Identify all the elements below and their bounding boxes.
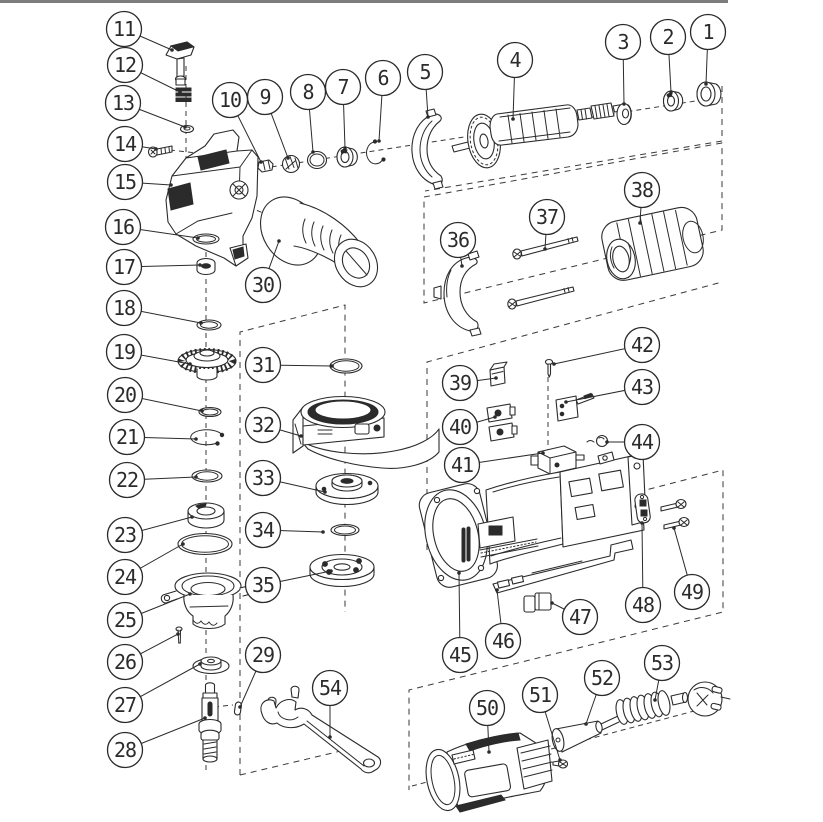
- leader-dot-49: [672, 526, 676, 530]
- callout-number-45: 45: [448, 643, 472, 667]
- part-outer-flange-35: [310, 555, 374, 587]
- callout-number-15: 15: [113, 170, 137, 194]
- part-lock-spring: [176, 88, 191, 102]
- leader-dot-47: [550, 601, 554, 605]
- callout-number-42: 42: [630, 333, 654, 357]
- callout-number-39: 39: [448, 371, 472, 395]
- callout-number-20: 20: [113, 383, 137, 407]
- part-wheel-guard-32: [293, 397, 439, 469]
- callout-7: [326, 70, 361, 105]
- callout-15: [108, 165, 143, 200]
- leader-dot-53: [653, 698, 657, 702]
- callout-47: [563, 600, 598, 635]
- callout-25: [108, 603, 143, 638]
- callout-42: [625, 328, 660, 363]
- leader-dot-15: [169, 183, 173, 187]
- callout-6: [366, 61, 401, 96]
- callout-20: [108, 378, 143, 413]
- part-spindle-28: [199, 683, 221, 762]
- callout-number-38: 38: [630, 178, 654, 202]
- callout-48: [626, 588, 661, 623]
- callout-24: [108, 560, 143, 595]
- callout-number-19: 19: [112, 340, 136, 364]
- callout-number-30: 30: [251, 273, 275, 297]
- leader-dot-32: [299, 434, 303, 438]
- callout-19: [107, 335, 142, 370]
- callout-number-46: 46: [491, 629, 515, 653]
- callout-number-11: 11: [112, 17, 136, 41]
- callout-number-37: 37: [535, 205, 559, 229]
- callout-number-43: 43: [630, 375, 654, 399]
- callout-number-53: 53: [650, 651, 674, 675]
- part-screw-14: [149, 146, 173, 157]
- callout-17: [107, 250, 142, 285]
- leader-dot-33: [323, 490, 327, 494]
- part-bearing-23: [188, 503, 224, 528]
- callout-number-22: 22: [115, 468, 139, 492]
- part-washer-3: [617, 104, 631, 125]
- callout-number-26: 26: [113, 650, 137, 674]
- callout-number-2: 2: [662, 25, 674, 49]
- callout-number-51: 51: [528, 683, 552, 707]
- part-button-47: [524, 593, 551, 612]
- part-circlip-6: [367, 140, 386, 164]
- leader-dot-21: [194, 437, 198, 441]
- callout-number-29: 29: [251, 643, 275, 667]
- part-bearing-flange-25: [161, 573, 256, 629]
- callout-28: [108, 733, 143, 768]
- callout-number-25: 25: [113, 608, 137, 632]
- callout-8: [291, 75, 326, 110]
- leader-dot-48: [640, 521, 644, 525]
- callout-50: [470, 691, 505, 726]
- leader-dot-40: [493, 415, 497, 419]
- callout-3: [606, 25, 641, 60]
- part-ring-34: [331, 525, 359, 536]
- callout-23: [108, 518, 143, 553]
- callout-54: [313, 671, 348, 706]
- leader-dot-29: [238, 705, 242, 709]
- callout-1: [691, 15, 726, 50]
- leader-dot-28: [203, 716, 207, 720]
- leader-dot-45: [457, 571, 461, 575]
- leader-dot-26: [176, 632, 180, 636]
- leader-dot-30: [277, 239, 281, 243]
- part-bearing-2: [664, 91, 683, 111]
- leader-dot-8: [311, 150, 315, 154]
- leader-dot-1: [704, 82, 708, 86]
- part-baffle-36: [434, 251, 481, 336]
- callout-26: [108, 645, 143, 680]
- part-o-ring-8: [308, 152, 327, 169]
- callout-number-5: 5: [419, 60, 431, 84]
- callout-29: [246, 638, 281, 673]
- callout-number-52: 52: [590, 666, 614, 690]
- callout-number-6: 6: [377, 66, 389, 90]
- leader-dot-34: [321, 530, 325, 534]
- top-window-bar: [0, 0, 728, 3]
- callout-49: [675, 575, 710, 610]
- leader-dot-4: [511, 117, 515, 121]
- callout-2: [651, 20, 686, 55]
- callout-number-28: 28: [113, 738, 137, 762]
- leader-dot-6: [377, 139, 381, 143]
- leader-dot-20: [200, 409, 204, 413]
- leader-dot-5: [426, 115, 430, 119]
- callout-36: [441, 223, 476, 258]
- leader-dot-11: [170, 48, 174, 52]
- callout-33: [246, 461, 281, 496]
- callout-31: [246, 348, 281, 383]
- leader-dot-51: [558, 758, 562, 762]
- callout-number-48: 48: [631, 593, 655, 617]
- callout-number-31: 31: [251, 353, 275, 377]
- callout-number-32: 32: [251, 413, 275, 437]
- callout-43: [625, 370, 660, 405]
- leader-dot-18: [199, 321, 203, 325]
- callout-41: [445, 448, 480, 483]
- callout-11: [107, 12, 142, 47]
- part-bevel-gear-19: [178, 350, 236, 381]
- callout-10: [213, 83, 248, 118]
- leader-dot-27: [198, 662, 202, 666]
- callout-27: [108, 688, 143, 723]
- leader-dot-52: [584, 722, 588, 726]
- callout-number-3: 3: [617, 30, 629, 54]
- callout-number-9: 9: [259, 85, 271, 109]
- callout-16: [106, 210, 141, 245]
- callout-number-7: 7: [337, 75, 349, 99]
- callout-38: [625, 173, 660, 208]
- part-cable-clamp-44: [587, 436, 608, 447]
- callout-30: [246, 268, 281, 303]
- part-bearing-7: [337, 147, 357, 167]
- callout-number-4: 4: [509, 48, 521, 72]
- leader-dot-38: [638, 221, 642, 225]
- callout-34: [246, 513, 281, 548]
- leader-dot-14: [154, 147, 158, 151]
- leader-dot-19: [188, 362, 192, 366]
- callout-number-10: 10: [218, 88, 242, 112]
- part-air-baffle-5: [412, 109, 443, 189]
- callout-35: [246, 568, 281, 603]
- callout-number-18: 18: [112, 296, 136, 320]
- part-brush-holders-40: [487, 404, 517, 441]
- callout-39: [443, 366, 478, 401]
- leader-dot-16: [196, 236, 200, 240]
- part-pinion-gear-9: [283, 156, 300, 173]
- callout-12: [108, 48, 143, 83]
- callout-number-36: 36: [446, 228, 470, 252]
- callout-number-17: 17: [112, 255, 136, 279]
- callout-32: [246, 408, 281, 443]
- callout-18: [107, 291, 142, 326]
- callout-number-49: 49: [680, 580, 704, 604]
- leader-dot-44: [605, 440, 609, 444]
- part-cord-bushing-52: [550, 716, 619, 752]
- callout-53: [645, 646, 680, 681]
- leader-dot-50: [487, 750, 491, 754]
- part-screws-49: [661, 500, 689, 530]
- leader-dot-42: [552, 362, 556, 366]
- leader-dot-39: [494, 376, 498, 380]
- leader-dot-9: [286, 156, 290, 160]
- callout-5: [408, 55, 443, 90]
- callout-balloons-layer: [106, 12, 726, 768]
- callout-number-50: 50: [475, 696, 499, 720]
- leader-dot-10: [259, 160, 263, 164]
- part-brush-cap-39: [490, 362, 507, 386]
- leader-dot-24: [181, 542, 185, 546]
- callout-37: [530, 200, 565, 235]
- part-screws-37: [508, 237, 578, 309]
- callout-45: [443, 638, 478, 673]
- callout-number-13: 13: [111, 91, 135, 115]
- callout-9: [248, 80, 283, 115]
- leader-dot-41: [541, 451, 545, 455]
- callout-number-35: 35: [251, 573, 275, 597]
- part-rear-cover-50: [421, 733, 552, 814]
- part-cap-1: [697, 82, 721, 106]
- leader-dot-3: [622, 102, 626, 106]
- leader-dot-46: [495, 588, 499, 592]
- leader-dot-12: [178, 90, 182, 94]
- leader-dot-2: [669, 90, 673, 94]
- part-o-ring-31: [330, 359, 362, 373]
- part-screw-42: [546, 360, 553, 378]
- leader-dot-25: [188, 592, 192, 596]
- callout-number-27: 27: [113, 693, 137, 717]
- part-armature-4: [452, 103, 630, 170]
- part-stator-38: [599, 204, 706, 283]
- callout-number-1: 1: [702, 20, 714, 44]
- leader-dot-37: [543, 247, 547, 251]
- callout-number-14: 14: [113, 132, 137, 156]
- callout-46: [486, 624, 521, 659]
- leader-dot-54: [328, 735, 332, 739]
- callout-21: [110, 420, 145, 455]
- leader-dot-36: [460, 264, 464, 268]
- callout-40: [443, 410, 478, 445]
- callout-number-23: 23: [113, 523, 137, 547]
- callout-number-40: 40: [448, 415, 472, 439]
- callout-number-33: 33: [251, 466, 275, 490]
- callout-44: [625, 425, 660, 460]
- callout-13: [106, 86, 141, 121]
- part-cord-protector-plug-53: [614, 682, 730, 725]
- leader-dot-13: [183, 125, 187, 129]
- callout-number-12: 12: [113, 53, 137, 77]
- callout-number-16: 16: [111, 215, 135, 239]
- leader-dot-43: [564, 400, 568, 404]
- leader-dot-17: [198, 263, 202, 267]
- callout-51: [523, 678, 558, 713]
- callout-number-24: 24: [113, 565, 137, 589]
- callout-14: [108, 127, 143, 162]
- callout-number-34: 34: [251, 518, 275, 542]
- callout-number-21: 21: [115, 425, 139, 449]
- callout-number-41: 41: [450, 453, 474, 477]
- part-lock-lever: [166, 42, 194, 85]
- callout-52: [585, 661, 620, 696]
- callout-4: [498, 43, 533, 78]
- leader-dot-22: [194, 475, 198, 479]
- callout-number-8: 8: [302, 80, 314, 104]
- part-gear-head-housing: [166, 130, 258, 266]
- leader-dot-23: [190, 515, 194, 519]
- leader-dot-31: [330, 364, 334, 368]
- callout-number-54: 54: [318, 676, 342, 700]
- part-inner-flange-33: [316, 474, 378, 505]
- callout-22: [110, 463, 145, 498]
- part-lock-washer: [181, 126, 194, 133]
- part-o-ring-24: [178, 534, 232, 555]
- callout-number-44: 44: [630, 430, 654, 454]
- leader-dot-35: [329, 569, 333, 573]
- callout-number-47: 47: [568, 605, 592, 629]
- leader-dot-7: [343, 146, 347, 150]
